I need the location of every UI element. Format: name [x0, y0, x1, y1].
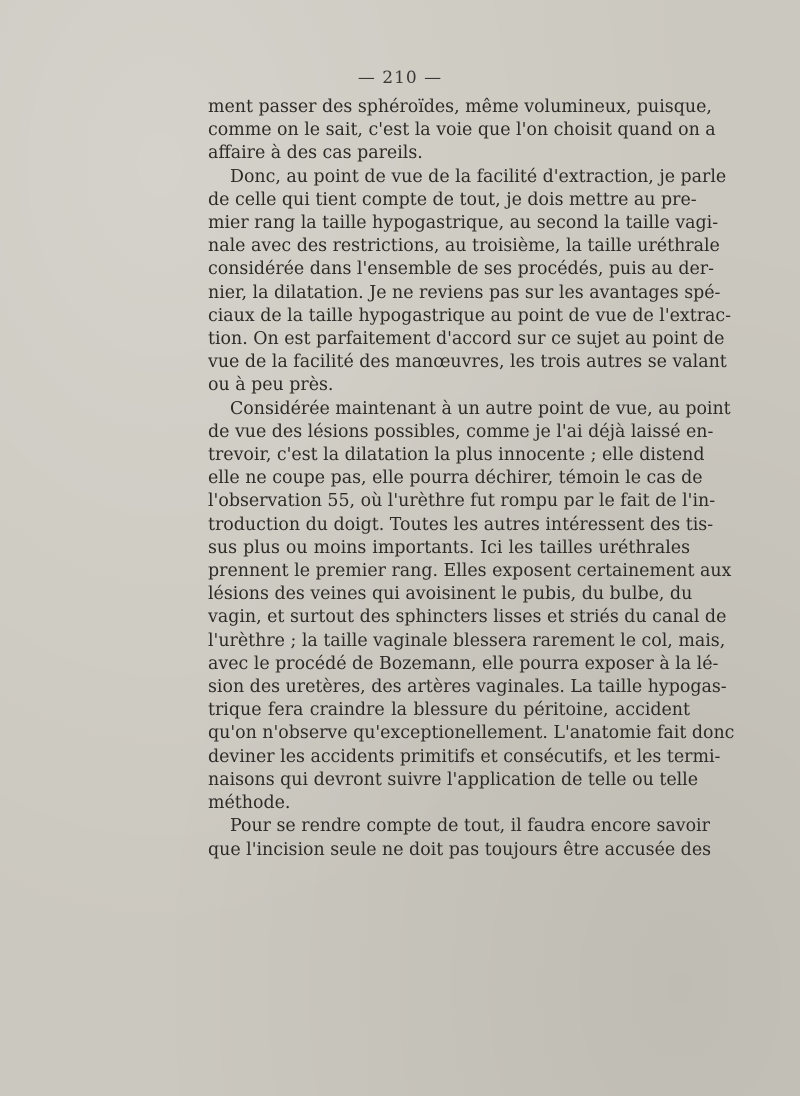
text-line: prennent le premier rang. Elles exposent certainement aux — [208, 561, 732, 582]
text-line: considérée dans l'ensemble de ses procédés, puis au der- — [208, 259, 714, 280]
text-line: vagin, et surtout des sphincters lisses et striés du canal de — [208, 607, 727, 628]
text-line: Pour se rendre compte de tout, il faudra encore savoir — [230, 816, 710, 837]
text-line: ment passer des sphéroïdes, même volumineux, puisque, — [208, 97, 712, 117]
text-line: nale avec des restrictions, au troisième, la taille uréthrale — [208, 236, 720, 257]
paragraph-1 — [208, 96, 716, 166]
text-line: deviner les accidents primitifs et consécutifs, et les termi- — [208, 746, 721, 767]
text-line: méthode. — [208, 793, 291, 814]
text-line: ou à peu près. — [208, 375, 334, 396]
text-line: l'observation 55, où l'urèthre fut rompu par le fait de l'in- — [208, 491, 716, 512]
text-line: Donc, au point de vue de la facilité d'extraction, je parle — [230, 166, 727, 187]
paragraph-4 — [208, 815, 712, 861]
text-line: sion des uretères, des artères vaginales. La taille hypogas- — [208, 677, 727, 698]
body-text — [208, 96, 735, 862]
text-line: trevoir, c'est la dilatation la plus innocente ; elle distend — [208, 445, 705, 466]
text-line: de celle qui tient compte de tout, je dois mettre au pre- — [208, 189, 697, 210]
text-line: trique fera craindre la blessure du péritoine, accident — [208, 700, 690, 721]
text-line: Considérée maintenant à un autre point de vue, au point — [230, 398, 731, 419]
text-line: nier, la dilatation. Je ne reviens pas sur les avantages spé- — [208, 282, 721, 303]
text-line: avec le procédé de Bozemann, elle pourra exposer à la lé- — [208, 653, 719, 674]
text-line: troduction du doigt. Toutes les autres intéressent des tis- — [208, 514, 714, 535]
text-line: elle ne coupe pas, elle pourra déchirer, témoin le cas de — [208, 468, 703, 489]
text-line: affaire à des cas pareils. — [208, 143, 423, 164]
text-line: l'urèthre ; la taille vaginale blessera rarement le col, mais, — [208, 630, 726, 651]
text-line: mier rang la taille hypogastrique, au second la taille vagi- — [208, 213, 719, 234]
text-line: sus plus ou moins importants. Ici les tailles uréthrales — [208, 537, 690, 558]
text-line: de vue des lésions possibles, comme je l'ai déjà laissé en- — [208, 421, 714, 442]
text-line: vue de la facilité des manœuvres, les trois autres se valant — [208, 352, 727, 373]
paragraph-2 — [208, 166, 732, 398]
text-line: comme on le sait, c'est la voie que l'on choisit quand on a — [208, 120, 716, 141]
text-line: ciaux de la taille hypogastrique au point de vue de l'extrac- — [208, 305, 732, 326]
text-line: qu'on n'observe qu'exceptionellement. L'anatomie fait donc — [208, 723, 735, 744]
text-line: que l'incision seule ne doit pas toujours être accusée des — [208, 839, 712, 860]
paragraph-3 — [208, 398, 735, 816]
text-line: tion. On est parfaitement d'accord sur ce sujet au point de — [208, 329, 725, 350]
page-number: — 210 — — [357, 68, 443, 88]
text-line: lésions des veines qui avoisinent le pubis, du bulbe, du — [208, 584, 693, 605]
text-line: naisons qui devront suivre l'application de telle ou telle — [208, 769, 699, 790]
